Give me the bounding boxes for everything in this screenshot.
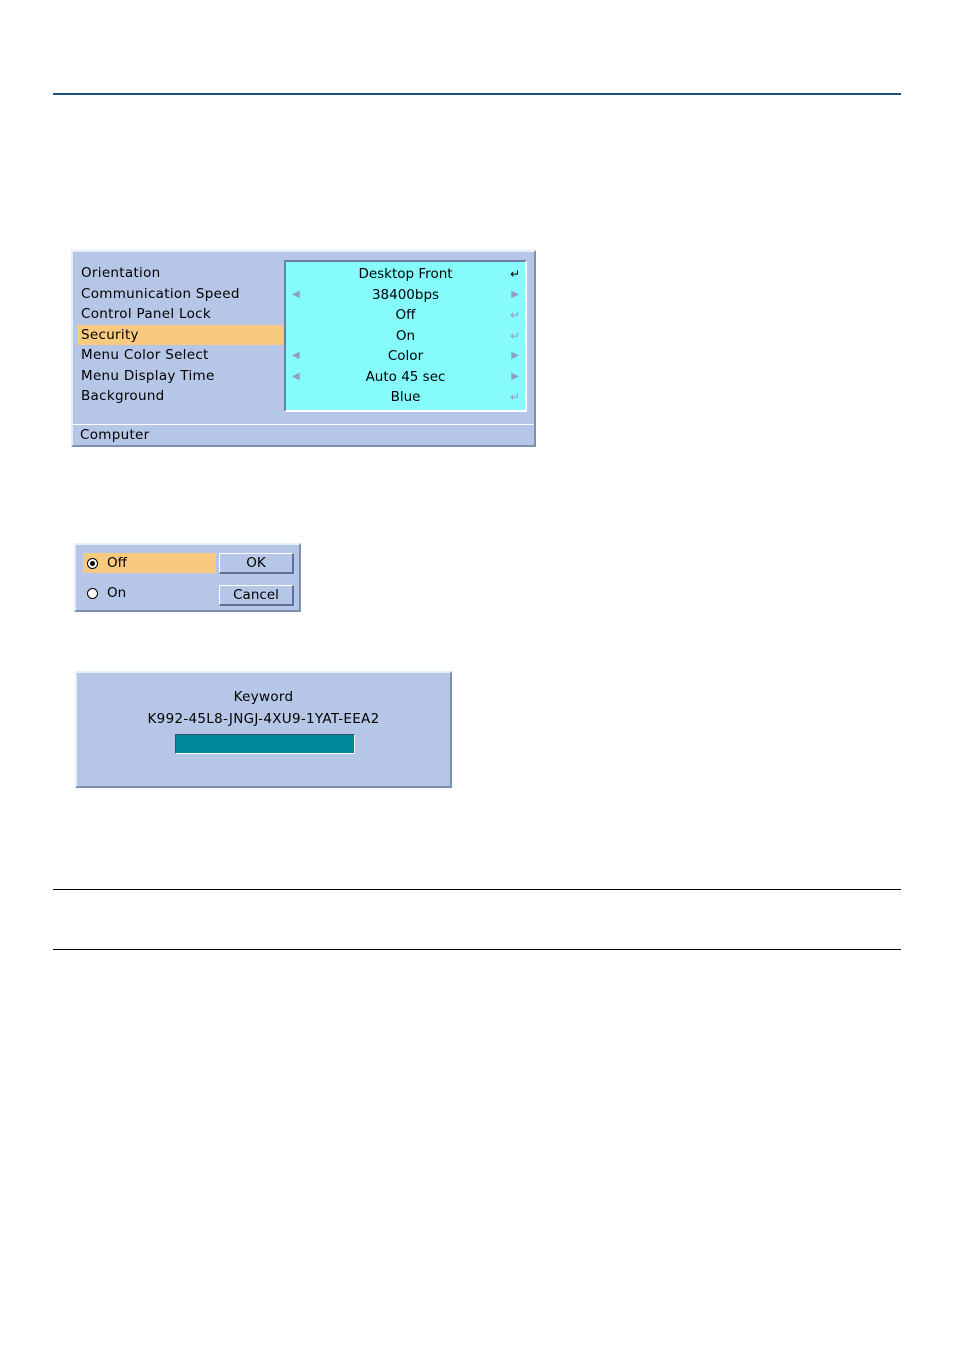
menu-item-label[interactable]: Security xyxy=(77,325,283,346)
keyword-title: Keyword xyxy=(233,689,294,705)
menu-item-label[interactable]: Menu Color Select xyxy=(81,347,209,363)
menu-item-label[interactable]: Menu Display Time xyxy=(81,367,215,384)
enter-icon[interactable]: ↵ xyxy=(509,328,520,343)
menu-item-value-row[interactable] xyxy=(286,264,525,285)
note-rule-top xyxy=(53,889,901,890)
arrow-right-icon[interactable]: ▶ xyxy=(511,288,519,300)
menu-footer-source: Computer xyxy=(73,424,534,445)
arrow-left-icon[interactable]: ◀ xyxy=(292,370,300,382)
security-dialog xyxy=(74,543,301,612)
menu-item-value-row[interactable] xyxy=(286,305,525,326)
ok-button[interactable]: OK xyxy=(219,553,294,574)
menu-item-value-row[interactable] xyxy=(286,326,525,347)
menu-labels-column xyxy=(77,263,283,407)
menu-item-label[interactable]: Communication Speed xyxy=(81,285,240,302)
security-option-off[interactable] xyxy=(83,553,216,573)
security-option-on[interactable] xyxy=(83,583,216,603)
keyword-dialog xyxy=(75,671,452,788)
arrow-right-icon[interactable]: ▶ xyxy=(511,370,519,382)
menu-item-value-row[interactable] xyxy=(286,387,525,408)
radio-icon[interactable] xyxy=(87,588,98,599)
enter-icon[interactable]: ↵ xyxy=(509,267,520,281)
header-rule xyxy=(53,93,901,95)
menu-item-value: On xyxy=(395,327,416,344)
keyword-input[interactable] xyxy=(175,734,355,754)
menu-item-label[interactable]: Background xyxy=(81,388,165,404)
menu-item-value-row[interactable] xyxy=(286,367,525,388)
cancel-button[interactable]: Cancel xyxy=(219,585,294,606)
arrow-right-icon[interactable]: ▶ xyxy=(511,350,519,361)
menu-item-value: Off xyxy=(395,307,416,323)
enter-icon[interactable]: ↵ xyxy=(509,308,520,322)
arrow-left-icon[interactable]: ◀ xyxy=(292,288,300,300)
keyword-value: K992-45L8-JNGJ-4XU9-1YAT-EEA2 xyxy=(147,711,380,727)
option-label: Off xyxy=(107,555,127,571)
option-label: On xyxy=(107,585,127,601)
note-rule-bottom xyxy=(53,949,901,950)
menu-item-value: Auto 45 sec xyxy=(365,368,446,385)
menu-item-label[interactable]: Control Panel Lock xyxy=(81,306,211,322)
menu-item-value: Color xyxy=(387,348,424,364)
menu-item-label[interactable]: Orientation xyxy=(81,265,161,281)
menu-values-column xyxy=(284,260,527,412)
menu-item-value-row[interactable] xyxy=(286,285,525,306)
menu-item-value: 38400bps xyxy=(371,286,440,303)
enter-icon[interactable]: ↵ xyxy=(509,390,520,404)
menu-item-value: Blue xyxy=(390,389,421,405)
menu-item-value: Desktop Front xyxy=(358,266,453,282)
setup-menu-panel xyxy=(71,250,536,447)
radio-icon[interactable] xyxy=(87,558,98,569)
menu-item-value-row[interactable] xyxy=(286,346,525,367)
arrow-left-icon[interactable]: ◀ xyxy=(292,350,300,361)
